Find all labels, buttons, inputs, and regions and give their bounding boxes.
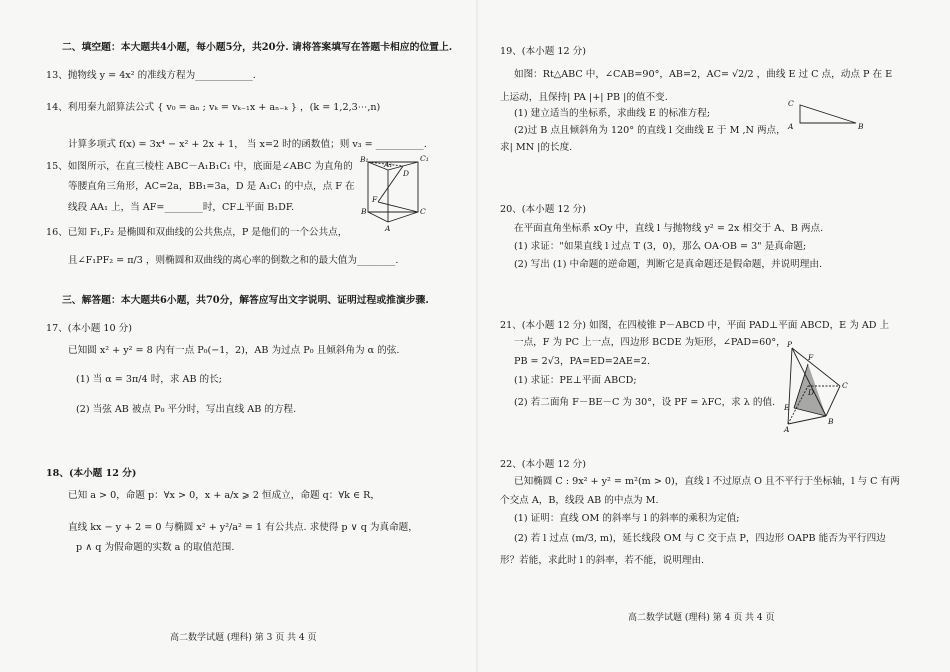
question-17-line1: 已知圆 x² + y² = 8 内有一点 P₀(−1，2)，AB 为过点 P₀ 且倾斜角为 α 的弦. — [68, 345, 400, 356]
question-17-part2: (2) 当弦 AB 被点 P₀ 平分时，写出直线 AB 的方程. — [76, 404, 297, 415]
prism-label-c: C — [420, 207, 426, 216]
triangle-figure — [788, 97, 868, 133]
question-14-polynomial: 计算多项式 f(x) = 3x⁴ − x² + 2x + 1， 当 x=2 时的函数值；则 v₃ = __________. — [68, 139, 427, 150]
prism-label-f: F — [372, 195, 378, 204]
prism-label-a: A — [385, 224, 391, 233]
question-20-part2: (2) 写出 (1) 中命题的逆命题，判断它是真命题还是假命题，并说明理由. — [514, 259, 823, 270]
question-17-title: 17、(本小题 10 分) — [46, 323, 132, 334]
question-18-line2: 直线 kx − y + 2 = 0 与椭圆 x² + y²/a² = 1 有公共点. 求使得 p ∨ q 为真命题， — [68, 522, 418, 533]
question-20-title: 20、(本小题 12 分) — [500, 204, 586, 215]
question-21-part1: (1) 求证：PE⊥平面 ABCD; — [514, 375, 637, 386]
question-18-title: 18、(本小题 12 分) — [46, 468, 137, 479]
question-15-line2: 等腰直角三角形，AC=2a，BB₁=3a，D 是 A₁C₁ 的中点，点 F 在 — [68, 181, 355, 192]
question-17-part1: (1) 当 α = 3π/4 时，求 AB 的长; — [76, 374, 222, 385]
question-21-line2: 一点，F 为 PC 上一点，四边形 BCDE 为矩形，∠PAD=60°， — [514, 337, 786, 348]
question-22-part1: (1) 证明：直线 OM 的斜率与 l 的斜率的乘积为定值; — [514, 513, 740, 524]
question-19-line5: 求| MN |的长度. — [500, 142, 573, 153]
question-21-line3: PB = 2√3，PA=ED=2AE=2. — [514, 356, 651, 367]
page-4 — [478, 0, 950, 672]
pyramid-figure — [784, 340, 854, 432]
prism-figure — [358, 152, 438, 232]
prism-label-b: B — [361, 207, 367, 216]
question-21-line1: 21、(本小题 12 分) 如图，在四棱锥 P－ABCD 中，平面 PAD⊥平面 ABCD，E 为 AD 上 — [500, 320, 890, 331]
pyramid-label-c: C — [842, 381, 848, 390]
triangle-label-c: C — [788, 99, 794, 108]
question-22-line1: 已知椭圆 C : 9x² + y² = m²(m > 0)，直线 l 不过原点 O 且不平行于坐标轴，l 与 C 有两 — [514, 476, 900, 487]
prism-label-c1: C₁ — [420, 154, 429, 163]
section2-header: 二、填空题：本大题共4小题，每小题5分，共20分. 请将答案填写在答题卡相应的位置上. — [62, 42, 453, 53]
pyramid-label-d: D — [808, 388, 815, 397]
pyramid-label-a: A — [784, 425, 790, 434]
pyramid-label-e: E — [784, 403, 790, 412]
question-21-part2: (2) 若二面角 F－BE－C 为 30°，设 PF = λFC，求 λ 的值. — [514, 397, 776, 408]
question-20-line1: 在平面直角坐标系 xOy 中，直线 l 与抛物线 y² = 2x 相交于 A、B 两点. — [514, 223, 824, 234]
question-22-line2: 个交点 A，B，线段 AB 的中点为 M. — [500, 495, 659, 506]
triangle-label-b: B — [858, 122, 864, 131]
page-4-footer: 高二数学试题 (理科) 第 4 页 共 4 页 — [628, 613, 775, 623]
question-19-part2: (2)过 B 点且倾斜角为 120° 的直线 l 交曲线 E 于 M ,N 两点， — [514, 125, 786, 136]
pyramid-label-b: B — [828, 417, 834, 426]
question-14-formula: 14、利用秦九韶算法公式 { v₀ = aₙ ; vₖ = vₖ₋₁x + aₙ₋ₖ } ，(k = 1,2,3⋯,n) — [46, 102, 381, 113]
question-13: 13、抛物线 y = 4x² 的准线方程为____________. — [46, 70, 256, 81]
pyramid-label-f: F — [808, 353, 814, 362]
question-22-line5: 形？若能，求此时 l 的斜率，若不能，说明理由. — [500, 555, 705, 566]
pyramid-label-p: P — [787, 340, 793, 349]
prism-label-b1: B₁ — [360, 155, 369, 164]
prism-label-d: D — [403, 169, 410, 178]
page-3-footer: 高二数学试题 (理科) 第 3 页 共 4 页 — [170, 633, 317, 643]
question-18-line3: p ∧ q 为假命题的实数 a 的取值范围. — [76, 542, 235, 553]
question-16-line1: 16、已知 F₁,F₂ 是椭圆和双曲线的公共焦点，P 是他们的一个公共点， — [46, 227, 348, 238]
question-18-line1: 已知 a > 0，命题 p：∀x > 0，x + a/x ⩾ 2 恒成立，命题 q：∀k ∈ R， — [68, 490, 380, 501]
question-19-part1: (1) 建立适当的坐标系，求曲线 E 的标准方程; — [514, 108, 711, 119]
prism-label-a1: A₁ — [384, 160, 393, 169]
question-19-line2: 上运动，且保持| PA |+| PB |的值不变. — [500, 92, 668, 103]
question-22-part2: (2) 若 l 过点 (m/3, m)，延长线段 OM 与 C 交于点 P，四边形 OAPB 能否为平行四边 — [514, 533, 886, 544]
question-20-part1: (1) 求证："如果直线 l 过点 T (3，0)，那么 OA·OB = 3" 是真命题; — [514, 241, 807, 252]
question-19-title: 19、(本小题 12 分) — [500, 46, 586, 57]
question-15-line3: 线段 AA₁ 上，当 AF=________时，CF⊥平面 B₁DF. — [68, 202, 295, 213]
question-22-title: 22、(本小题 12 分) — [500, 459, 586, 470]
question-16-line2: 且∠F₁PF₂ = π/3 ，则椭圆和双曲线的离心率的倒数之和的最大值为________. — [68, 255, 399, 266]
question-19-line1: 如图：Rt△ABC 中，∠CAB=90°，AB=2，AC= √2/2 ，曲线 E 过 C 点，动点 P 在 E — [514, 69, 893, 80]
section3-header: 三、解答题：本大题共6小题，共70分，解答应写出文字说明、证明过程或推演步骤. — [62, 295, 429, 306]
question-15-line1: 15、如图所示，在直三棱柱 ABC－A₁B₁C₁ 中，底面是∠ABC 为直角的 — [46, 161, 353, 172]
triangle-label-a: A — [788, 122, 794, 131]
